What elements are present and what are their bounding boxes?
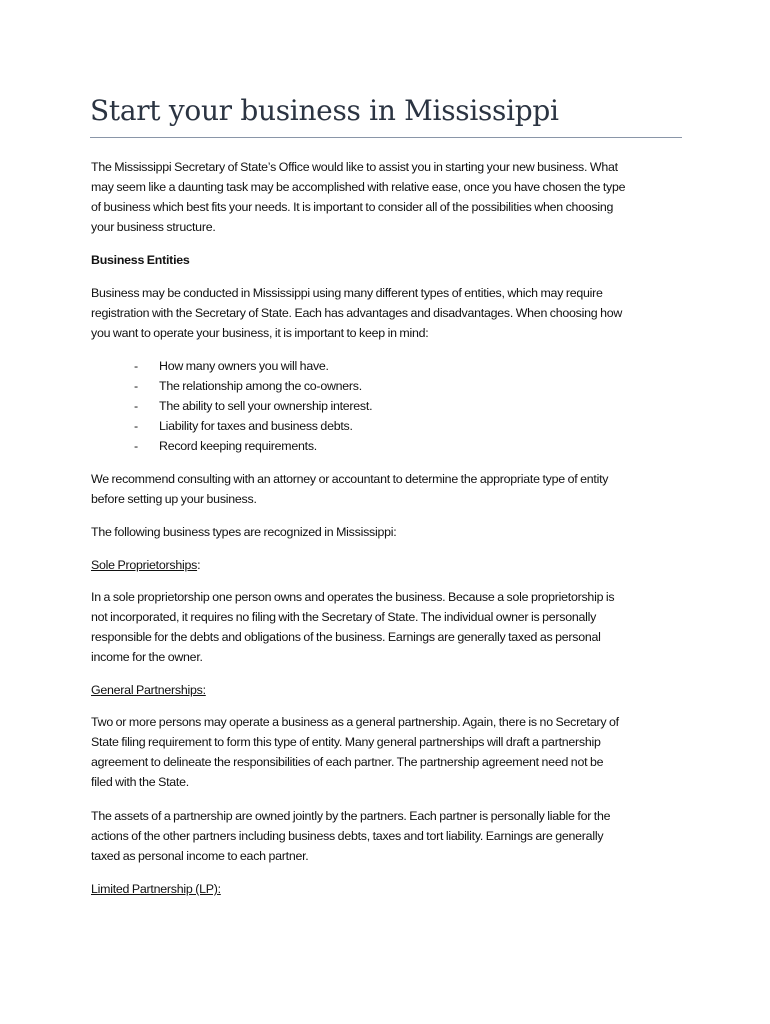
paragraph-line: income for the owner. xyxy=(91,650,203,664)
paragraph-line: not incorporated, it requires no filing with the Secretary of State. The individual owner is personally xyxy=(91,610,597,624)
list-item: Record keeping requirements. xyxy=(159,439,317,453)
paragraph-line: State filing requirement to form this type of entity. Many general partnerships will draft a partnership xyxy=(91,735,601,749)
paragraph-line: The following business types are recognized in Mississippi: xyxy=(91,525,397,539)
page-title: Start your business in Mississippi xyxy=(90,94,559,127)
paragraph-line: In a sole proprietorship one person owns and operates the business. Because a sole proprietorship is xyxy=(91,590,615,604)
list-item: How many owners you will have. xyxy=(159,359,329,373)
paragraph-line: you want to operate your business, it is important to keep in mind: xyxy=(91,326,429,340)
list-item: The ability to sell your ownership interest. xyxy=(159,399,373,413)
paragraph-line: may seem like a daunting task may be accomplished with relative ease, once you have chosen the type xyxy=(91,180,626,194)
paragraph-line: The Mississippi Secretary of State’s Office would like to assist you in starting your new business. What xyxy=(91,160,618,174)
subsection-title: Sole Proprietorships xyxy=(91,558,198,572)
subsection-colon: : xyxy=(197,558,201,572)
paragraph-line: The assets of a partnership are owned jointly by the partners. Each partner is personally liable for the xyxy=(91,809,611,823)
paragraph-line: before setting up your business. xyxy=(91,492,257,506)
paragraph-line: taxed as personal income to each partner. xyxy=(91,849,309,863)
subsection-title: General Partnerships: xyxy=(91,683,206,697)
list-dash-marker: - xyxy=(134,359,139,373)
subsection-heading xyxy=(91,557,200,573)
section-heading: Business Entities xyxy=(91,253,190,267)
paragraph-line: We recommend consulting with an attorney or accountant to determine the appropriate type of entity xyxy=(91,472,609,486)
paragraph-line: agreement to delineate the responsibilities of each partner. The partnership agreement need not be xyxy=(91,755,604,769)
list-dash-marker: - xyxy=(134,439,139,453)
list-dash-marker: - xyxy=(134,379,139,393)
paragraph-line: your business structure. xyxy=(91,220,216,234)
paragraph-line: Two or more persons may operate a business as a general partnership. Again, there is no Secretary of xyxy=(91,715,619,729)
paragraph-line: Business may be conducted in Mississippi using many different types of entities, which may require xyxy=(91,286,603,300)
list-dash-marker: - xyxy=(134,399,139,413)
list-item: Liability for taxes and business debts. xyxy=(159,419,353,433)
list-dash-marker: - xyxy=(134,419,139,433)
paragraph-line: of business which best fits your needs. It is important to consider all of the possibilities when choosing xyxy=(91,200,614,214)
subsection-title: Limited Partnership (LP): xyxy=(91,882,221,896)
paragraph-line: filed with the State. xyxy=(91,775,189,789)
paragraph-line: responsible for the debts and obligations of the business. Earnings are generally taxed as personal xyxy=(91,630,601,644)
subsection-heading xyxy=(91,881,221,897)
subsection-heading xyxy=(91,682,206,698)
title-underline-divider xyxy=(90,137,682,138)
paragraph-line: actions of the other partners including business debts, taxes and tort liability. Earnings are generally xyxy=(91,829,604,843)
list-item: The relationship among the co-owners. xyxy=(159,379,362,393)
paragraph-line: registration with the Secretary of State. Each has advantages and disadvantages. When choosing how xyxy=(91,306,623,320)
